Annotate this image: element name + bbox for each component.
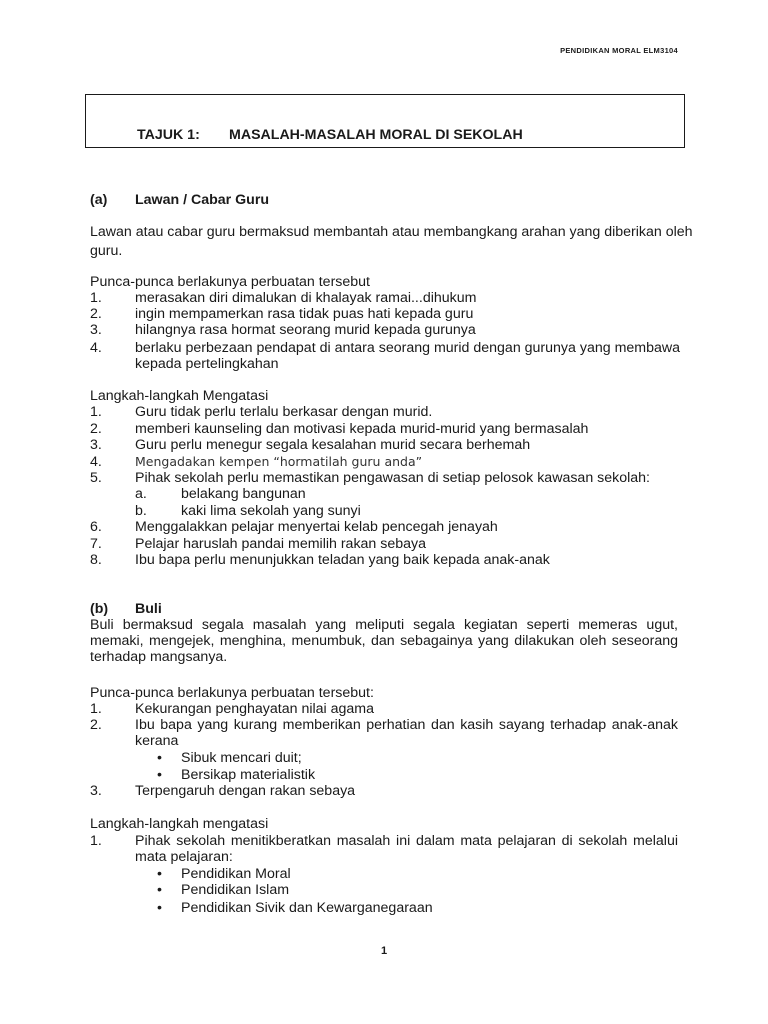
topic-title: MASALAH-MASALAH MORAL DI SEKOLAH [229, 127, 523, 143]
bullet-icon: • [157, 900, 162, 916]
page-number: 1 [380, 945, 388, 957]
bullet-icon: • [157, 750, 162, 766]
bullet-icon: • [157, 767, 162, 783]
header-course-ref: PENDIDIKAN MORAL ELM3104 [560, 46, 678, 55]
section-b-steps-heading: Langkah-langkah mengatasi [90, 816, 269, 832]
topic-label: TAJUK 1: [137, 127, 200, 143]
section-a-causes-heading: Punca-punca berlakunya perbuatan tersebut [90, 274, 371, 290]
section-a-heading [90, 192, 678, 208]
section-b-definition: Buli bermaksud segala masalah yang meliputi segala kegiatan seperti memeras ugut, memaki, mengejek, menghina, menumbuk, dan sebagainya yang dilakukan oleh seseorang terhadap mangsanya. [90, 617, 678, 665]
bullet-icon: • [157, 866, 162, 882]
section-b-title: Buli [135, 601, 162, 617]
bullet-icon: • [157, 882, 162, 898]
section-b-label: (b) [90, 601, 109, 617]
section-b-heading [90, 601, 678, 617]
title-box [85, 94, 685, 148]
section-a-definition-line2: guru. [90, 243, 123, 259]
section-a-label: (a) [90, 192, 108, 208]
section-b-causes-heading: Punca-punca berlakunya perbuatan tersebut: [90, 685, 374, 701]
section-a-steps-heading: Langkah-langkah Mengatasi [90, 388, 269, 404]
section-a-title: Lawan / Cabar Guru [135, 192, 270, 208]
section-a-definition-line1: Lawan atau cabar guru bermaksud membantah atau membangkang arahan yang diberikan oleh [90, 224, 693, 240]
